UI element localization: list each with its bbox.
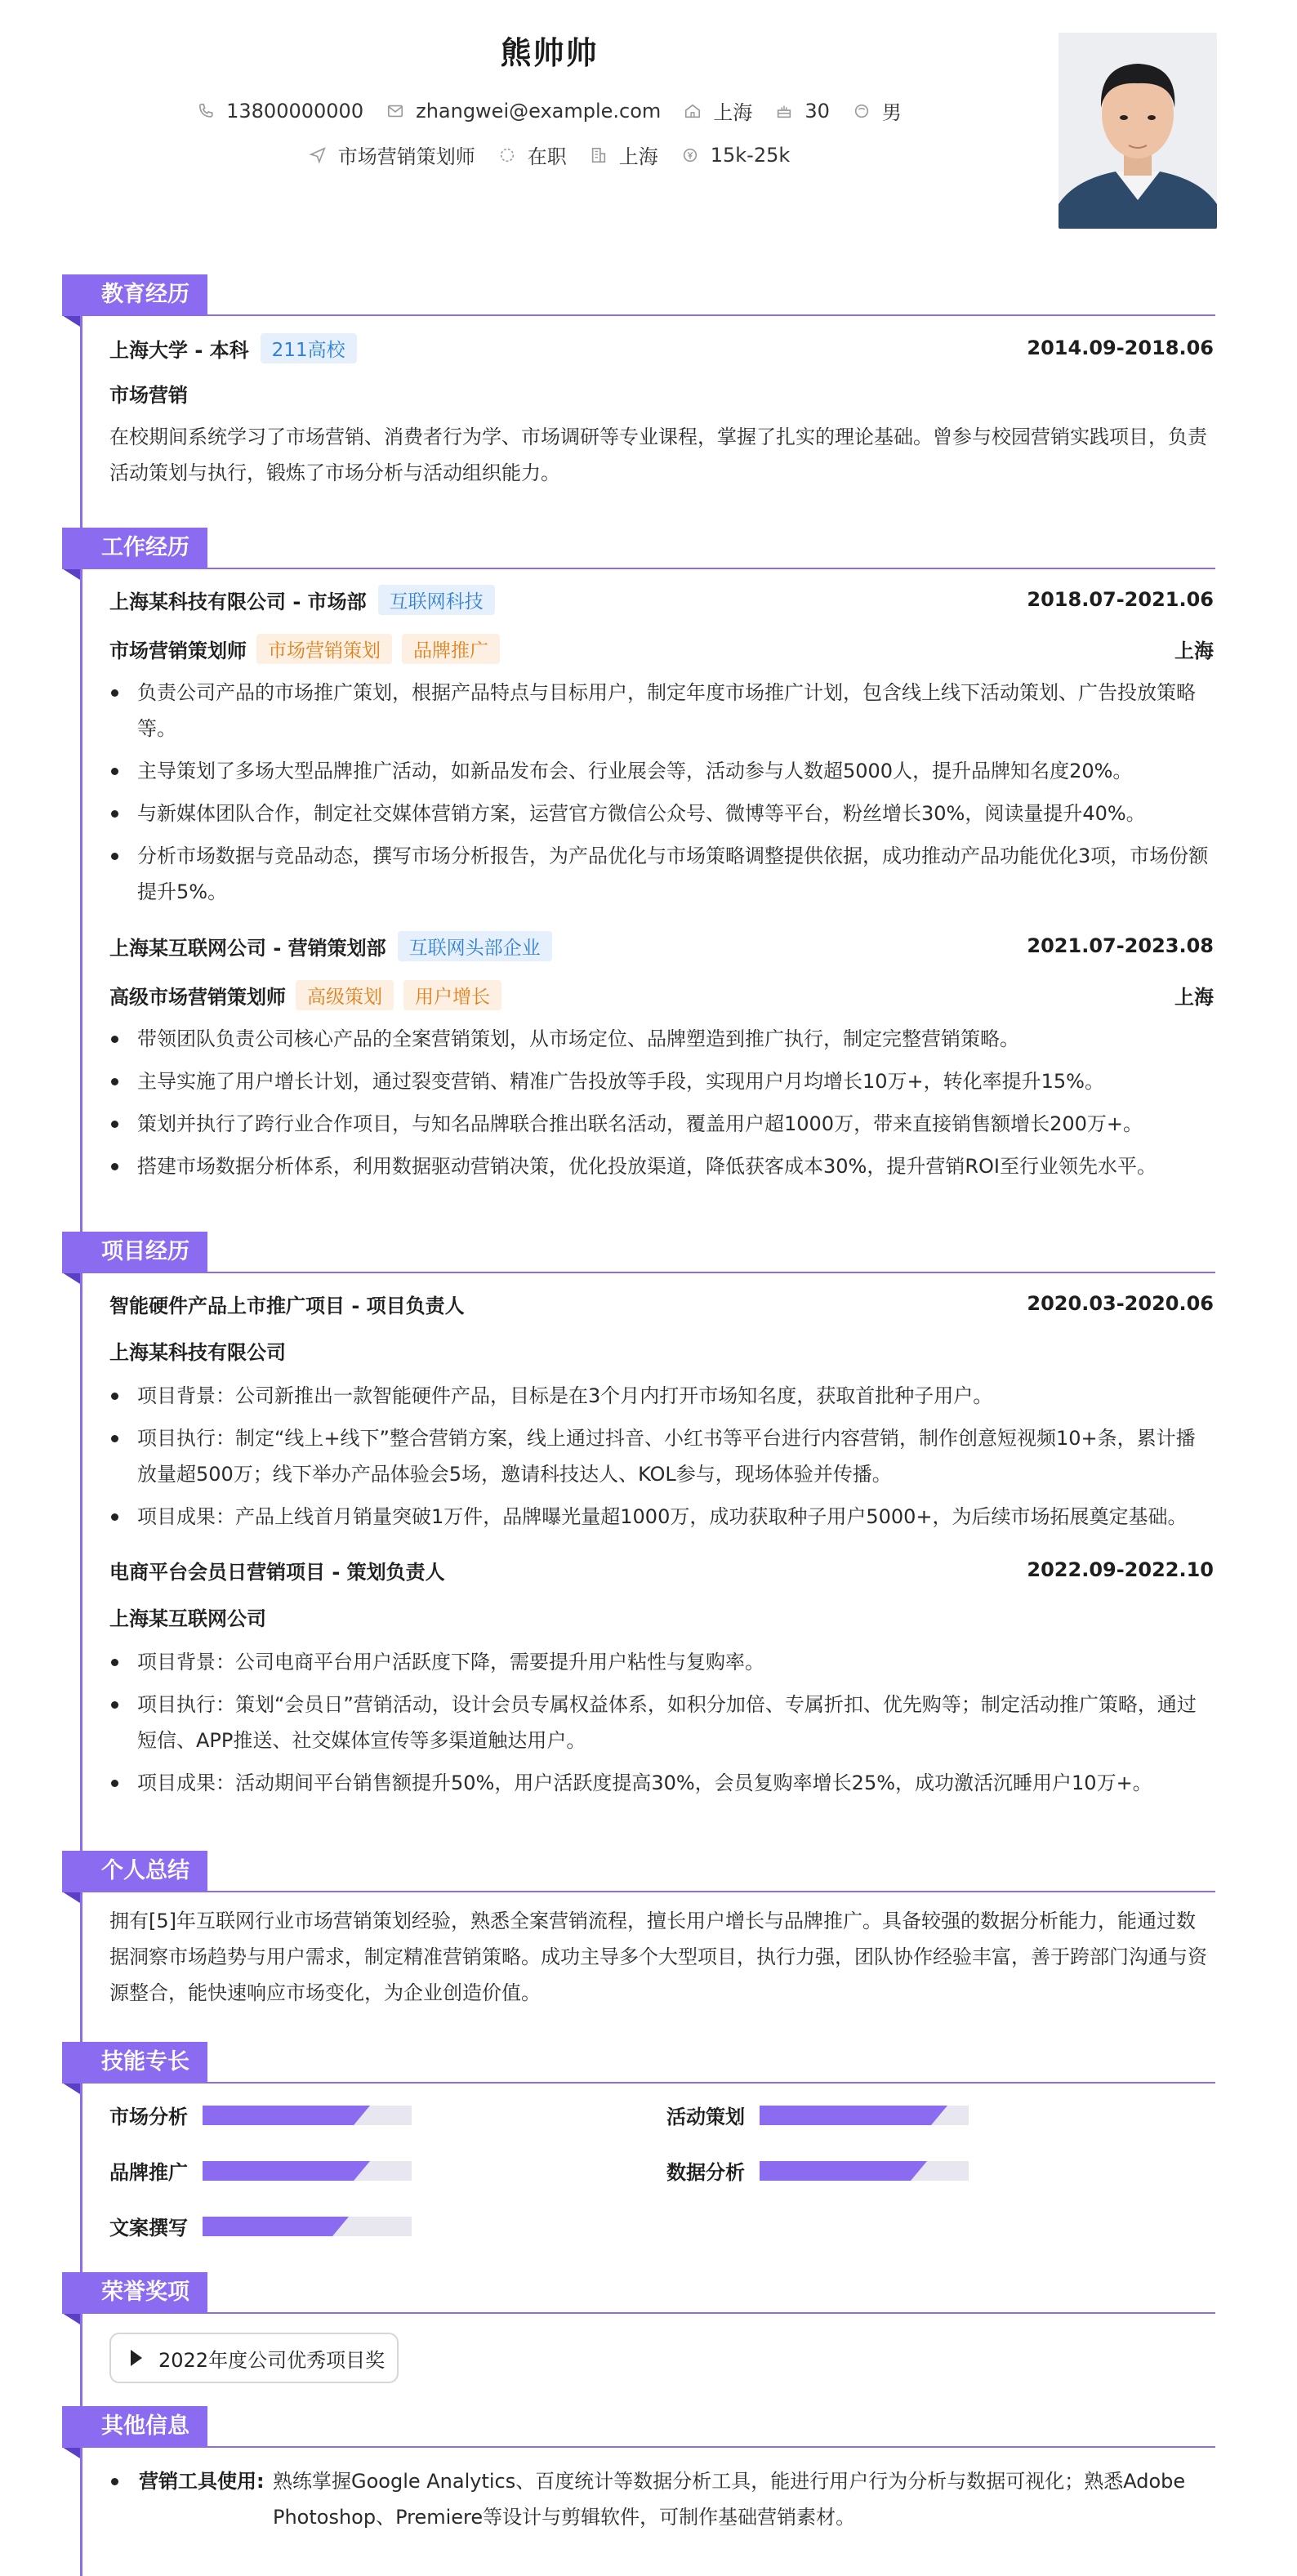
- skill-bar: [203, 2217, 412, 2236]
- school-name: 上海大学 - 本科 211高校: [109, 333, 357, 363]
- work-role: 高级市场营销策划师 高级策划 用户增长: [109, 980, 501, 1010]
- work-section-title: 工作经历: [62, 528, 207, 568]
- education-section-title: 教育经历: [62, 274, 207, 315]
- skill-label: 品牌推广: [109, 2161, 188, 2184]
- skill-label: 文案撰写: [109, 2217, 188, 2240]
- other-info-text: 熟练掌握Google Analytics、百度统计等数据分析工具，能进行用户行为分析与数据可视化；熟悉Adobe Photoshop、Premiere等设计与剪辑软件，可制作基础营销素材。: [273, 2470, 1186, 2529]
- list-item: 项目成果：活动期间平台销售额提升50%，用户活跃度提高30%，会员复购率增长25%，成功激活沉睡用户10万+。: [109, 1765, 1214, 1801]
- skill-bar: [760, 2161, 969, 2181]
- role-tag: 高级策划: [296, 980, 394, 1010]
- skill-label: 活动策划: [666, 2106, 745, 2128]
- section-divider: [62, 1891, 1215, 1892]
- skill-bar-fill: [760, 2106, 931, 2125]
- skill-item: [109, 2212, 412, 2240]
- list-item: 分析市场数据与竞品动态，撰写市场分析报告，为产品优化与市场策略调整提供依据，成功推动产品功能优化3项，市场份额提升5%。: [109, 838, 1214, 910]
- section-divider: [62, 1272, 1215, 1273]
- contact-row: [0, 96, 1099, 125]
- project-date: 2020.03-2020.06: [1027, 1292, 1214, 1315]
- skills-section-title: 技能专长: [62, 2042, 207, 2083]
- skill-item: [109, 2156, 412, 2185]
- project-title: 电商平台会员日营销项目 - 策划负责人: [109, 1560, 445, 1584]
- age-text: 30: [804, 99, 830, 123]
- status-item: [498, 140, 567, 169]
- work-date: 2021.07-2023.08: [1027, 934, 1214, 957]
- skill-bar-fill: [203, 2217, 332, 2236]
- list-item: 项目背景：公司新推出一款智能硬件产品，目标是在3个月内打开市场知名度，获取首批种子用户。: [109, 1378, 1214, 1414]
- gender-icon: [853, 102, 871, 120]
- section-divider: [62, 2082, 1215, 2084]
- list-item: 与新媒体团队合作，制定社交媒体营销方案，运营官方微信公众号、微博等平台，粉丝增长30%，阅读量提升40%。: [109, 796, 1214, 831]
- job-target-text: 市场营销策划师: [337, 145, 475, 168]
- phone-icon: [197, 102, 215, 120]
- email-item: [386, 100, 661, 123]
- list-item: 带领团队负责公司核心产品的全案营销策划，从市场定位、品牌塑造到推广执行，制定完整营销策略。: [109, 1021, 1214, 1057]
- role-tag: 用户增长: [403, 980, 501, 1010]
- honors-section-header: [62, 2272, 1215, 2315]
- major: 市场营销: [109, 384, 188, 407]
- gender-text: 男: [881, 101, 902, 124]
- projects-section-header: [62, 1232, 1215, 1274]
- candidate-name: 熊帅帅: [500, 35, 599, 71]
- other-info-item: [109, 2463, 1214, 2535]
- age-item: [775, 100, 830, 123]
- section-divider: [62, 2446, 1215, 2448]
- skill-bar-fill: [760, 2161, 911, 2181]
- salary-text: 15k-25k: [710, 143, 791, 167]
- list-item: 项目执行：策划“会员日”营销活动，设计会员专属权益体系，如积分加倍、专属折扣、优先购等；制定活动推广策略，通过短信、APP推送、社交媒体宣传等多渠道触达用户。: [109, 1687, 1214, 1758]
- list-item: 主导实施了用户增长计划，通过裂变营销、精准广告投放等手段，实现用户月均增长10万+，转化率提升15%。: [109, 1063, 1214, 1099]
- school-tag: 211高校: [261, 333, 357, 363]
- honors-section-title: 荣誉奖项: [62, 2272, 207, 2313]
- project-entry: [109, 1287, 1214, 1541]
- project-title: 智能硬件产品上市推广项目 - 项目负责人: [109, 1294, 465, 1317]
- role-tag: 品牌推广: [402, 634, 500, 664]
- skill-bar-fill: [203, 2106, 354, 2125]
- section-divider: [62, 2312, 1215, 2314]
- summary-text: 拥有[5]年互联网行业市场营销策划经验，熟悉全案营销流程，擅长用户增长与品牌推广。具备较强的数据分析能力，能通过数据洞察市场趋势与用户需求，制定精准营销策略。成功主导多个大型项目，执行力强，团队协作经验丰富，善于跨部门沟通与资源整合，能快速响应市场变化，为企业创造价值。: [109, 1910, 1207, 2004]
- work-company: 上海某科技有限公司 - 市场部 互联网科技: [109, 585, 495, 615]
- education-desc: 在校期间系统学习了市场营销、消费者行为学、市场调研等专业课程，掌握了扎实的理论基础。曾参与校园营销实践项目，负责活动策划与执行，锻炼了市场分析与活动组织能力。: [109, 426, 1207, 484]
- skill-bar: [760, 2106, 969, 2125]
- skill-item: [666, 2156, 969, 2185]
- location-text: 上海: [713, 101, 753, 124]
- gender-item: [853, 96, 902, 125]
- list-item: 搭建市场数据分析体系，利用数据驱动营销决策，优化投放渠道，降低获客成本30%，提升营销ROI至行业领先水平。: [109, 1148, 1214, 1184]
- email-text: zhangwei@example.com: [416, 99, 662, 123]
- skill-label: 市场分析: [109, 2106, 188, 2128]
- list-item: 项目成果：产品上线首月销量突破1万件，品牌曝光量超1000万，成功获取种子用户5000+，为后续市场拓展奠定基础。: [109, 1499, 1214, 1535]
- summary-section-header: [62, 1851, 1215, 1893]
- list-item: 负责公司产品的市场推广策划，根据产品特点与目标用户，制定年度市场推广计划，包含线上线下活动策划、广告投放策略等。: [109, 675, 1214, 747]
- job-target-item: [309, 140, 475, 169]
- list-item: 项目背景：公司电商平台用户活跃度下降，需要提升用户粘性与复购率。: [109, 1644, 1214, 1680]
- bullet-dot: [111, 2478, 118, 2485]
- award-label: 2022年度公司优秀项目奖: [158, 2348, 386, 2372]
- location-item: [684, 96, 752, 125]
- project-company: 上海某互联网公司: [109, 1607, 266, 1630]
- project-bullets: [109, 1378, 1214, 1535]
- work-city: 上海: [1174, 639, 1214, 662]
- work-date: 2018.07-2021.06: [1027, 588, 1214, 611]
- home-icon: [684, 102, 702, 120]
- list-item: 主导策划了多场大型品牌推广活动，如新品发布会、行业展会等，活动参与人数超5000人，提升品牌知名度20%。: [109, 753, 1214, 789]
- project-entry: [109, 1553, 1214, 1807]
- skill-label: 数据分析: [666, 2161, 745, 2184]
- other-section-title: 其他信息: [62, 2406, 207, 2447]
- work-company: 上海某互联网公司 - 营销策划部 互联网头部企业: [109, 931, 552, 961]
- work-bullets: [109, 675, 1214, 910]
- project-bullets: [109, 1644, 1214, 1801]
- award-toggle-button[interactable]: [109, 2333, 399, 2383]
- send-icon: [309, 146, 327, 164]
- phone-text: 13800000000: [226, 99, 364, 123]
- status-text: 在职: [527, 145, 567, 168]
- work-entry: [109, 929, 1214, 1191]
- money-icon: [681, 146, 699, 164]
- play-triangle-icon: [131, 2350, 142, 2366]
- work-role: 市场营销策划师 市场营销策划 品牌推广: [109, 634, 500, 664]
- phone-item: [197, 100, 363, 123]
- skill-bar: [203, 2106, 412, 2125]
- role-tag: 市场营销策划: [256, 634, 392, 664]
- skill-item: [666, 2101, 969, 2129]
- section-divider: [62, 568, 1215, 569]
- job-intent-row: [0, 140, 1099, 169]
- target-city-item: [590, 140, 658, 169]
- other-section-header: [62, 2406, 1215, 2449]
- mail-icon: [386, 102, 404, 120]
- salary-item: [681, 144, 791, 167]
- projects-section-title: 项目经历: [62, 1232, 207, 1272]
- timeline-line: [80, 278, 82, 2576]
- target-city-text: 上海: [618, 145, 658, 168]
- skill-bar: [203, 2161, 412, 2181]
- skill-bar-fill: [203, 2161, 354, 2181]
- building-icon: [590, 146, 608, 164]
- section-divider: [62, 314, 1215, 316]
- education-date: 2014.09-2018.06: [1027, 336, 1214, 359]
- list-item: 策划并执行了跨行业合作项目，与知名品牌联合推出联名活动，覆盖用户超1000万，带来直接销售额增长200万+。: [109, 1106, 1214, 1142]
- cake-icon: [775, 102, 793, 120]
- company-tag: 互联网头部企业: [398, 931, 552, 961]
- education-entry: [109, 332, 1214, 491]
- other-info-label: 营销工具使用:: [139, 2470, 265, 2493]
- work-city: 上海: [1174, 985, 1214, 1009]
- project-date: 2022.09-2022.10: [1027, 1558, 1214, 1581]
- project-company: 上海某科技有限公司: [109, 1341, 286, 1364]
- work-section-header: [62, 528, 1215, 570]
- list-item: 项目执行：制定“线上+线下”整合营销方案，线上通过抖音、小红书等平台进行内容营销，制作创意短视频10+条，累计播放量超500万；线下举办产品体验会5场，邀请科技达人、KOL参与，现场体验并传播。: [109, 1420, 1214, 1492]
- work-entry: [109, 583, 1214, 916]
- summary-section-title: 个人总结: [62, 1851, 207, 1892]
- skills-section-header: [62, 2042, 1215, 2084]
- profile-photo: [1059, 33, 1217, 229]
- skill-item: [109, 2101, 412, 2129]
- status-icon: [498, 146, 516, 164]
- company-tag: 互联网科技: [378, 585, 495, 615]
- work-bullets: [109, 1021, 1214, 1184]
- education-section-header: [62, 274, 1215, 317]
